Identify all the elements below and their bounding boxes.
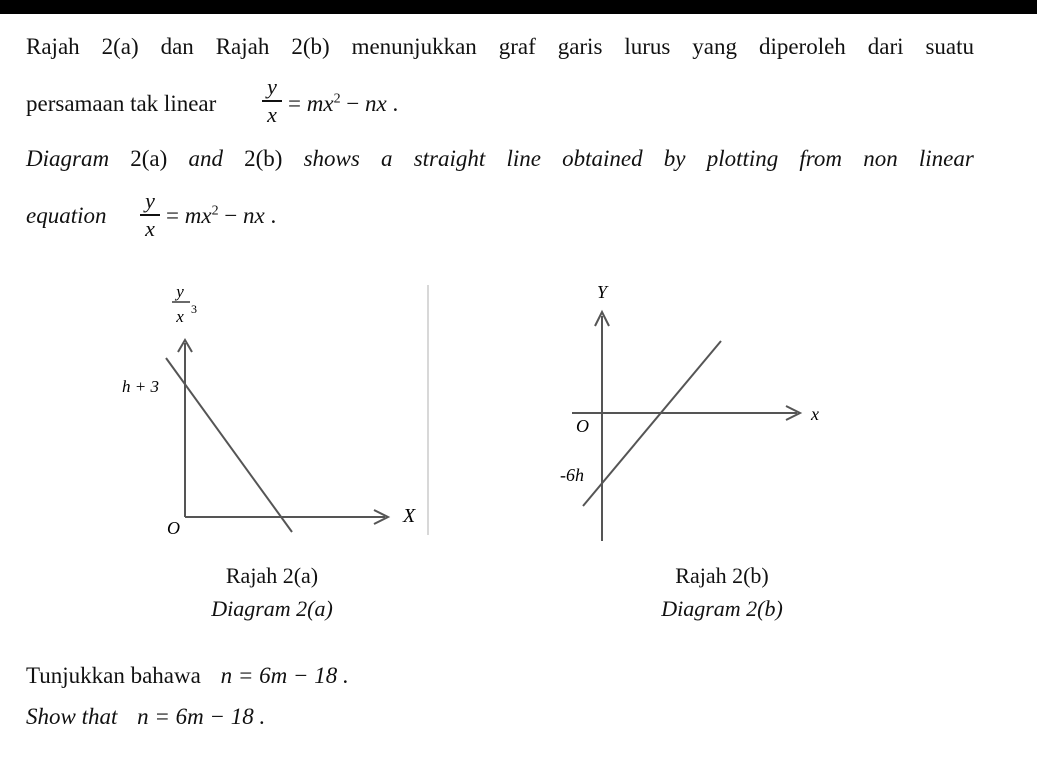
question-english — [26, 704, 265, 730]
word: plotting — [706, 146, 779, 171]
word: lurus — [624, 34, 671, 59]
word: 2(b) — [291, 34, 330, 59]
word: diperoleh — [758, 34, 846, 59]
word: dari — [867, 34, 904, 59]
word: a — [381, 146, 393, 171]
n-term: nx — [365, 91, 387, 116]
word: linear — [918, 146, 974, 171]
question-malay — [26, 663, 349, 689]
m-term: mx — [306, 91, 334, 116]
word: garis — [557, 34, 603, 59]
diagram-a-x-label: X — [403, 505, 416, 527]
english-intro-line2: equation — [26, 203, 107, 228]
equals-sign: = — [288, 91, 307, 116]
fraction-denominator: x — [267, 101, 277, 127]
minus-sign: − — [340, 91, 366, 116]
diagram-a-y-num: y — [176, 282, 184, 301]
n-term: nx — [243, 203, 265, 228]
word: 2(a) — [130, 146, 168, 171]
fraction-numerator: y — [267, 74, 277, 99]
word: by — [663, 146, 686, 171]
word: Rajah — [215, 34, 270, 59]
diagram-b-origin-label: O — [576, 416, 589, 436]
word: straight — [413, 146, 486, 171]
word: obtained — [562, 146, 643, 171]
word: 2(b) — [244, 146, 283, 171]
full-stop: . — [264, 203, 277, 228]
malay-intro-line2: persamaan tak linear — [26, 91, 217, 116]
question-malay-prefix: Tunjukkan bahawa — [26, 663, 201, 688]
word: yang — [692, 34, 737, 59]
word: from — [799, 146, 843, 171]
m-term: mx — [184, 203, 212, 228]
fraction-numerator: y — [145, 188, 155, 213]
question-statement: n = 6m − 18 . — [220, 663, 349, 688]
word: line — [506, 146, 541, 171]
diagram-b-caption-malay: Rajah 2(b) — [675, 563, 769, 588]
diagram-a-intercept-label: h + 3 — [122, 377, 159, 396]
word: suatu — [925, 34, 974, 59]
diagram-b-y-label: Y — [596, 282, 608, 302]
word: Rajah — [26, 34, 80, 59]
word: and — [188, 146, 223, 171]
word: 2(a) — [101, 34, 139, 59]
full-stop: . — [386, 91, 399, 116]
word: graf — [498, 34, 536, 59]
diagram-a — [122, 282, 416, 538]
diagram-a-origin-label: O — [167, 518, 180, 538]
diagram-a-caption-malay: Rajah 2(a) — [225, 563, 319, 588]
diagram-a-y-den-power: 3 — [191, 302, 197, 316]
fraction-denominator: x — [145, 215, 155, 241]
diagram-b-line — [583, 341, 721, 506]
diagram-a-y-den: x — [176, 307, 184, 326]
minus-sign: − — [218, 203, 244, 228]
diagram-b-caption-english: Diagram 2(b) — [661, 596, 783, 621]
word: non — [863, 146, 898, 171]
word: Diagram — [26, 146, 110, 171]
question-english-prefix: Show that — [26, 704, 118, 729]
power: 2 — [211, 203, 219, 219]
question-statement: n = 6m − 18 . — [137, 704, 266, 729]
diagram-a-caption-english: Diagram 2(a) — [211, 596, 333, 621]
diagram-b-intercept-label: -6h — [560, 465, 584, 485]
word: shows — [303, 146, 360, 171]
diagram-b-x-label: x — [811, 404, 819, 424]
word: dan — [160, 34, 194, 59]
diagram-b — [560, 282, 819, 541]
equals-sign: = — [166, 203, 185, 228]
word: menunjukkan — [351, 34, 477, 59]
power: 2 — [333, 91, 341, 107]
